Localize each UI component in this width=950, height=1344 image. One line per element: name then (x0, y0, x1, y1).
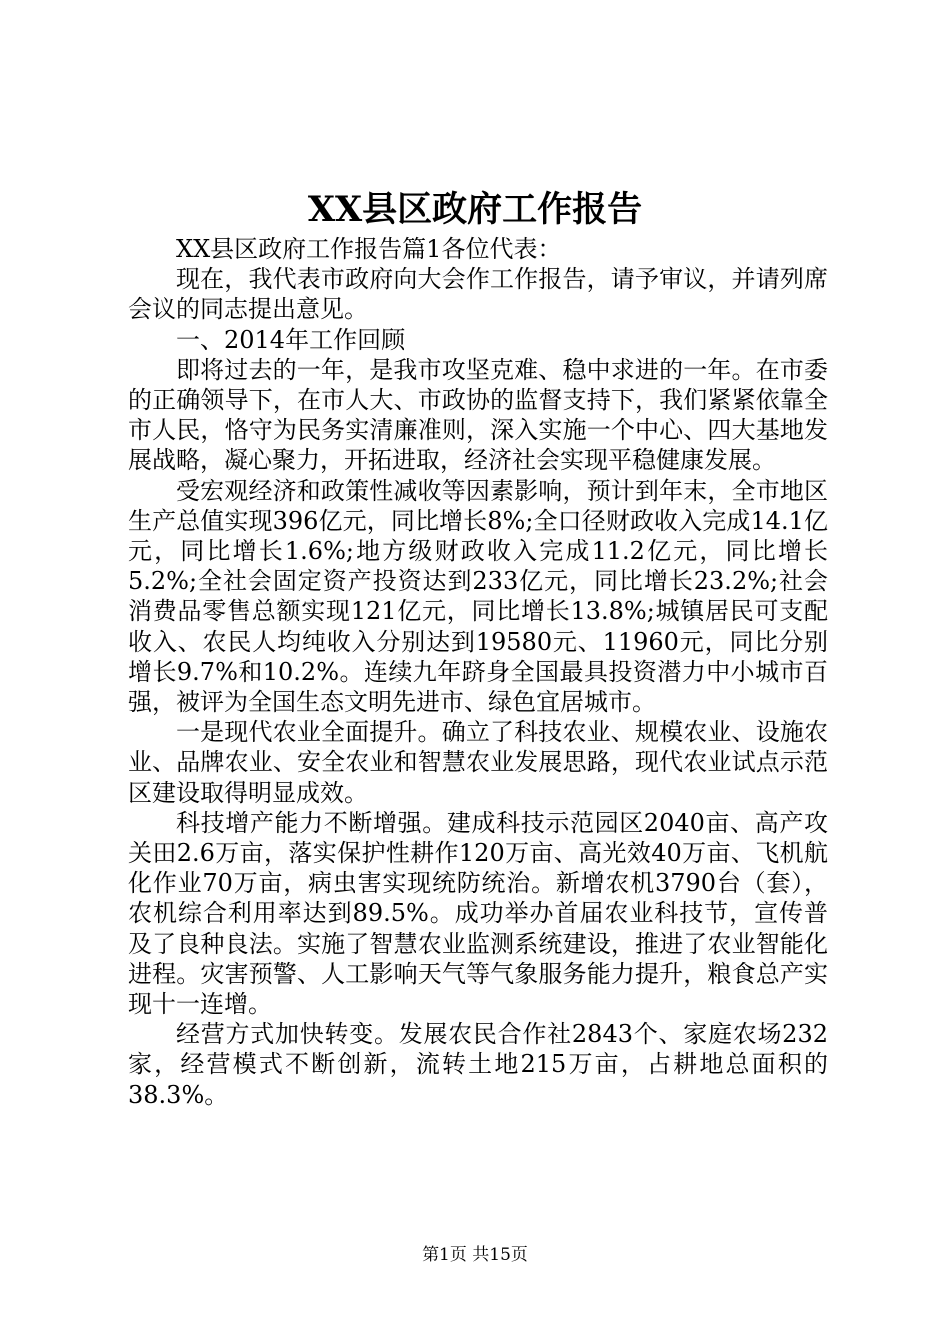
page-number: 第1页 共15页 (422, 1245, 528, 1265)
document-title: XX县区政府工作报告 (307, 189, 643, 230)
paragraph-technology: 科技增产能力不断增强。建成科技示范园区2040亩、高产攻关田2.6万亩，落实保护性耕作120万亩、高光效40万亩、飞机航化作业70万亩，病虫害实现统防统治。新增农机3790台（套），农机综合利用率达到89.5%。成功举办首届农业科技节，宣传普及了良种良法。实施了智慧农业监测系统建设，推进了农业智能化进程。灾害预警、人工影响天气等气象服务能力提升，粮食总产实现十一连增。 (128, 808, 828, 1019)
paragraph-intro: 现在，我代表市政府向大会作工作报告，请予审议，并请列席会议的同志提出意见。 (128, 265, 828, 324)
paragraph-economy: 受宏观经济和政策性减收等因素影响，预计到年末，全市地区生产总值实现396亿元，同比增长8%;全口径财政收入完成14.1亿元，同比增长1.6%;地方级财政收入完成11.2亿元，同比增长5.2%;全社会固定资产投资达到233亿元，同比增长23.2%;社会消费品零售总额实现121亿元，同比增长13.8%;城镇居民可支配收入、农民人均纯收入分别达到19580元、11960元，同比分别增长9.7%和10.2%。连续九年跻身全国最具投资潜力中小城市百强，被评为全国生态文明先进市、绿色宜居城市。 (128, 476, 828, 717)
paragraph-operations: 经营方式加快转变。发展农民合作社2843个、家庭农场232家，经营模式不断创新，流转土地215万亩，占耕地总面积的38.3%。 (128, 1020, 828, 1109)
section-heading: 一、2014年工作回顾 (176, 325, 406, 354)
paragraph-agriculture: 一是现代农业全面提升。确立了科技农业、规模农业、设施农业、品牌农业、安全农业和智慧农业发展思路，现代农业试点示范区建设取得明显成效。 (128, 718, 828, 807)
paragraph-greeting: XX县区政府工作报告篇1各位代表： (176, 235, 562, 263)
document-body (128, 234, 828, 1110)
paragraph-review: 即将过去的一年，是我市攻坚克难、稳中求进的一年。在市委的正确领导下，在市人大、市政协的监督支持下，我们紧紧依靠全市人民，恪守为民务实清廉准则，深入实施一个中心、四大基地发展战略，凝心聚力，开拓进取，经济社会实现平稳健康发展。 (128, 355, 828, 475)
